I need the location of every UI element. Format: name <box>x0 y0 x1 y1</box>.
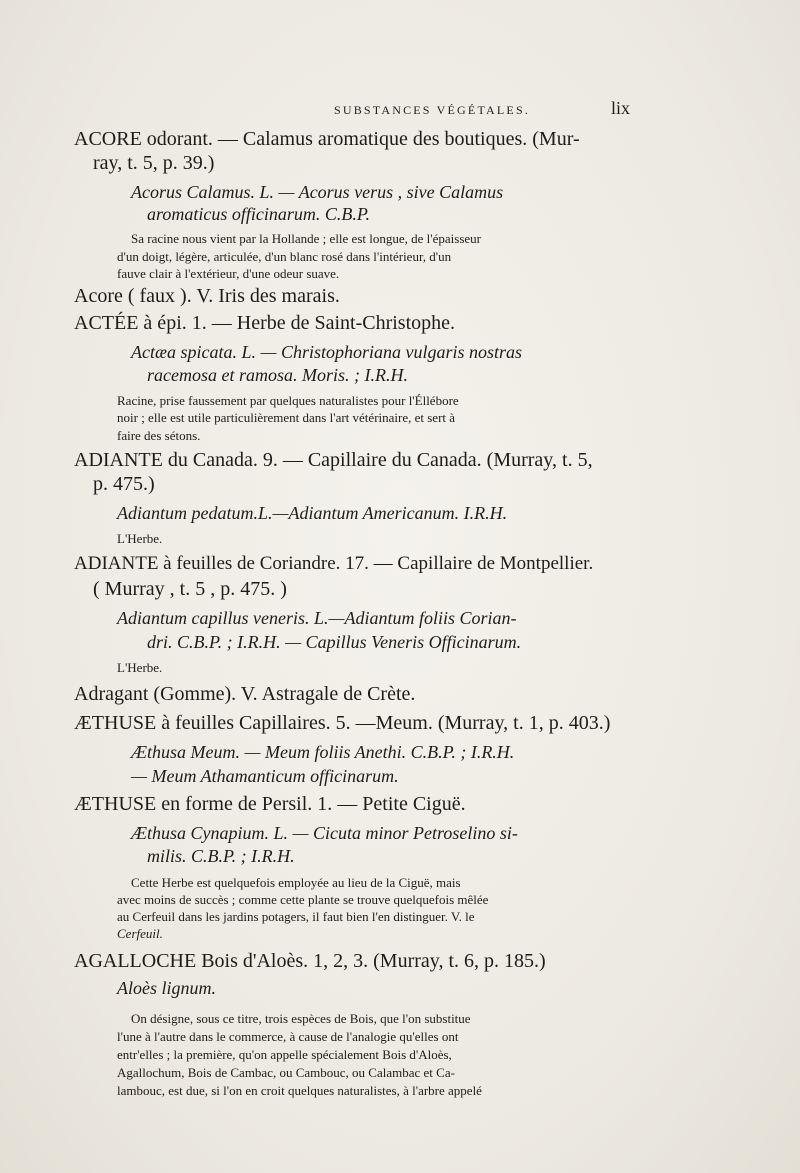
latin-synonym: racemosa et ramosa. Moris. ; I.R.H. <box>147 365 408 385</box>
entry-note: d'un doigt, légère, articulée, d'un blanc rosé dans l'intérieur, d'un <box>117 249 452 264</box>
entry-note: Racine, prise faussement par quelques naturalistes pour l'Éllébore <box>117 393 459 408</box>
running-title: SUBSTANCES VÉGÉTALES. <box>333 103 531 117</box>
latin-synonym: Adiantum pedatum.L.—Adiantum Americanum. I.R.H. <box>117 503 508 523</box>
entry-note: Cerfeuil. <box>117 926 163 941</box>
entry-heading: ACTÉE à épi. 1. — Herbe de Saint-Christophe. <box>74 312 456 334</box>
entry-note: Agallochum, Bois de Cambac, ou Cambouc, ou Calambac et Ca- <box>117 1065 455 1080</box>
entry-heading: ( Murray , t. 5 , p. 475. ) <box>93 578 287 600</box>
entry-note: entr'elles ; la première, qu'on appelle spécialement Bois d'Aloès, <box>117 1047 452 1062</box>
entry-note: faire des sétons. <box>117 428 201 443</box>
latin-synonym: dri. C.B.P. ; I.R.H. — Capillus Veneris Officinarum. <box>147 632 522 652</box>
entry-note: au Cerfeuil dans les jardins potagers, il faut bien l'en distinguer. V. le <box>117 909 475 924</box>
page-number: lix <box>610 98 630 118</box>
entry-heading: ADIANTE du Canada. 9. — Capillaire du Canada. (Murray, t. 5, <box>74 449 593 471</box>
entry-note: l'une à l'autre dans le commerce, à cause de l'analogie qu'elles ont <box>117 1029 459 1044</box>
entry-heading: ADIANTE à feuilles de Coriandre. 17. — Capillaire de Montpellier. <box>74 553 594 574</box>
latin-synonym: Aloès lignum. <box>117 978 216 998</box>
entry-heading: Adragant (Gomme). V. Astragale de Crète. <box>74 683 416 705</box>
entry-note: avec moins de succès ; comme cette plante se trouve quelquefois mêlée <box>117 892 489 907</box>
entry-heading: ACORE odorant. — Calamus aromatique des boutiques. (Mur- <box>74 128 580 150</box>
latin-synonym: Acorus Calamus. L. — Acorus verus , sive Calamus <box>131 182 504 202</box>
latin-synonym: Æthusa Meum. — Meum foliis Anethi. C.B.P. ; I.R.H. <box>131 742 515 762</box>
entry-note: L'Herbe. <box>117 531 163 546</box>
latin-synonym: milis. C.B.P. ; I.R.H. <box>147 846 295 866</box>
latin-synonym: Actæa spicata. L. — Christophoriana vulgaris nostras <box>131 342 523 362</box>
entry-note: fauve clair à l'extérieur, d'une odeur suave. <box>117 266 340 281</box>
entry-note: On désigne, sous ce titre, trois espèces de Bois, que l'on substitue <box>131 1011 471 1026</box>
entry-note: L'Herbe. <box>117 660 163 675</box>
entry-heading: p. 475.) <box>93 473 155 495</box>
entry-heading: ÆTHUSE en forme de Persil. 1. — Petite Ciguë. <box>74 793 466 815</box>
latin-synonym: Æthusa Cynapium. L. — Cicuta minor Petroselino si- <box>131 823 518 843</box>
entry-note: noir ; elle est utile particulièrement dans l'art vétérinaire, et sert à <box>117 410 456 425</box>
latin-synonym: aromaticus officinarum. C.B.P. <box>147 204 371 224</box>
latin-synonym: — Meum Athamanticum officinarum. <box>131 766 399 786</box>
entry-note: Sa racine nous vient par la Hollande ; elle est longue, de l'épaisseur <box>131 231 481 246</box>
entry-heading: Acore ( faux ). V. Iris des marais. <box>74 285 340 307</box>
entry-note: Cette Herbe est quelquefois employée au lieu de la Ciguë, mais <box>131 875 461 890</box>
entry-note: lambouc, est due, si l'on en croit quelques naturalistes, à l'arbre appelé <box>117 1083 482 1098</box>
entry-heading: AGALLOCHE Bois d'Aloès. 1, 2, 3. (Murray, t. 6, p. 185.) <box>74 950 546 972</box>
entry-heading: ÆTHUSE à feuilles Capillaires. 5. —Meum. (Murray, t. 1, p. 403.) <box>74 712 611 734</box>
latin-synonym: Adiantum capillus veneris. L.—Adiantum foliis Corian- <box>117 608 517 628</box>
entry-heading: ray, t. 5, p. 39.) <box>93 152 215 174</box>
